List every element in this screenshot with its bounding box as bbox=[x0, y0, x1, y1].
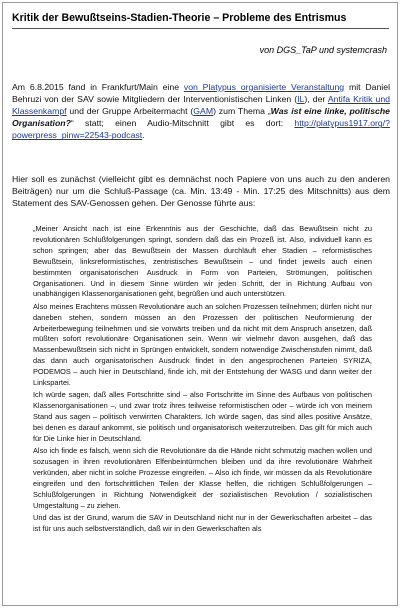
article-page bbox=[2, 2, 398, 606]
gam-link[interactable]: GAM bbox=[193, 106, 214, 117]
antifa-link[interactable]: Antifa Kritik und Klassenkampf bbox=[12, 94, 390, 117]
audio-podcast-link[interactable]: http://platypus1917.org/?powerpress_pinw=22543-podcast bbox=[12, 118, 390, 141]
title-divider bbox=[12, 28, 389, 29]
article-title: Kritik der Bewußtseins-Stadien-Theorie – Probleme des Entrismus bbox=[12, 12, 347, 24]
quote-paragraph: Ich würde sagen, daß alles Fortschritte sind – also Fortschritte im Sinne des Aufbaus von politischen Klassenorganisationen –, und zwar trotz ihres teilweise reformistischen oder – würde ich von meinem Stand aus sagen – politisch verwirrten Charakters. Ich würde sagen, das sind alles positive Ansätze, bei denen es darauf ankommt, sie politisch und organisatorisch weiterzutreiben. Das gilt für mich auch für Die Linke hier in Deutschland. bbox=[33, 390, 372, 443]
intro-text: Am 6.8.2015 fand in Frankfurt/Main eine bbox=[12, 82, 184, 92]
intro-text: “ statt; einen Audio-Mitschnitt gibt es dort: bbox=[70, 118, 295, 129]
quote-paragraph: Also meines Erachtens müssen Revolutionäre auch an solchen Prozessen teilnehmen; dürfen nicht nur daneben stehen, sondern müssen an den Prozessen der politischen Neuformierung der Arbeiterbewegung teilnehmen und sie vorwärts treiben und da nicht mit dem Anspruch ansetzen, daß müßten sofort revolutionäre Organisationen sein. Wenn wir vielmehr davon ausgehen, daß das Massenbewußtsein sich nicht in Sprüngen entwickelt, sondern notwendige Zwischenstufen nimmt, daß das dann auch organisatorischen Ausdruck findet in den angesprochenen Parteien SYRIZA, PODEMOS – auch hier in Deutschland, finde ich, mit der Entstehung der WASG und dann weiter der Linkspartei. bbox=[33, 301, 372, 388]
intro-text: ), der bbox=[304, 94, 328, 105]
intro-text: und der Gruppe Arbeitermacht ( bbox=[66, 106, 194, 117]
intro-text: mit Daniel Behruzi von der SAV sowie Mitgliedern der Interventionistischen Linken ( bbox=[12, 82, 390, 105]
second-paragraph: Hier soll es zunächst (vielleicht gibt es demnächst noch Papiere von uns auch zu den anderen Beiträgen) nur um die Schluß-Passage (ca. Min. 13:49 - Min. 17:25 des Mitschnitts) aus dem Statement des SAV-Genossen gehen. Der Genosse führte aus: bbox=[12, 174, 390, 209]
blockquote bbox=[33, 224, 372, 536]
quote-paragraph: „Meiner Ansicht nach ist eine Erkenntnis aus der Geschichte, daß das Bewußtsein nicht zu revolutionären Schlußfolgerungen springt, sondern daß das ein Prozeß ist. Also, individuell kann es schon springen; aber das Bewußtsein der Massen durchläuft eher Stadien – reformistisches Bewußtsein, linksreformistisches, zentristisches Bewußtsein – und findet jeweils auch einen bestimmten organisatorischen Ausdruck in Form von Parteien, Strömungen, politischen Organisationen. Und in diesem Sinne würden wir jeden Schritt, der in Richtung Aufbau von unabhängigen Klassenorganisationen geht, begrüßen und auch unterstützen. bbox=[33, 224, 372, 299]
quote-paragraph: Also ich finde es falsch, wenn sich die Revolutionäre da die Hände nicht schmutzig machen wollen und sozusagen in ihren revolutionären Elfenbeintürmchen bleiben und da ihre revolutionäre Wahrheit verkünden, aber nicht in solche Prozesse eingreifen. – Also ich finde, wir müssen da als Revolutionäre eingreifen und den fortschrittlichen Teilen der Klasse helfen, die richtigen Schlußfolgerungen – Schlußfolgerungen in Richtung Notwendigkeit der sozialistischen Revolution / sozialistischen Umgestaltung – zu ziehen. bbox=[33, 446, 372, 510]
event-topic: Was ist eine linke, politische Organisation? bbox=[12, 106, 390, 129]
intro-text: . bbox=[142, 130, 145, 141]
intro-text: ) zum Thema „ bbox=[213, 106, 271, 117]
intro-paragraph bbox=[12, 81, 390, 141]
quote-paragraph: Und das ist der Grund, warum die SAV in Deutschland nicht nur in der Gewerkschaften arbeitet – das ist für uns auch selbstverständlich, daß wir in den Gewerkschaften als bbox=[33, 513, 372, 534]
platypus-event-link[interactable]: von Platypus organisierte Veranstaltung bbox=[183, 82, 345, 92]
il-link[interactable]: IL bbox=[297, 94, 305, 105]
article-byline: von DGS_TaP und systemcrash bbox=[259, 45, 387, 55]
